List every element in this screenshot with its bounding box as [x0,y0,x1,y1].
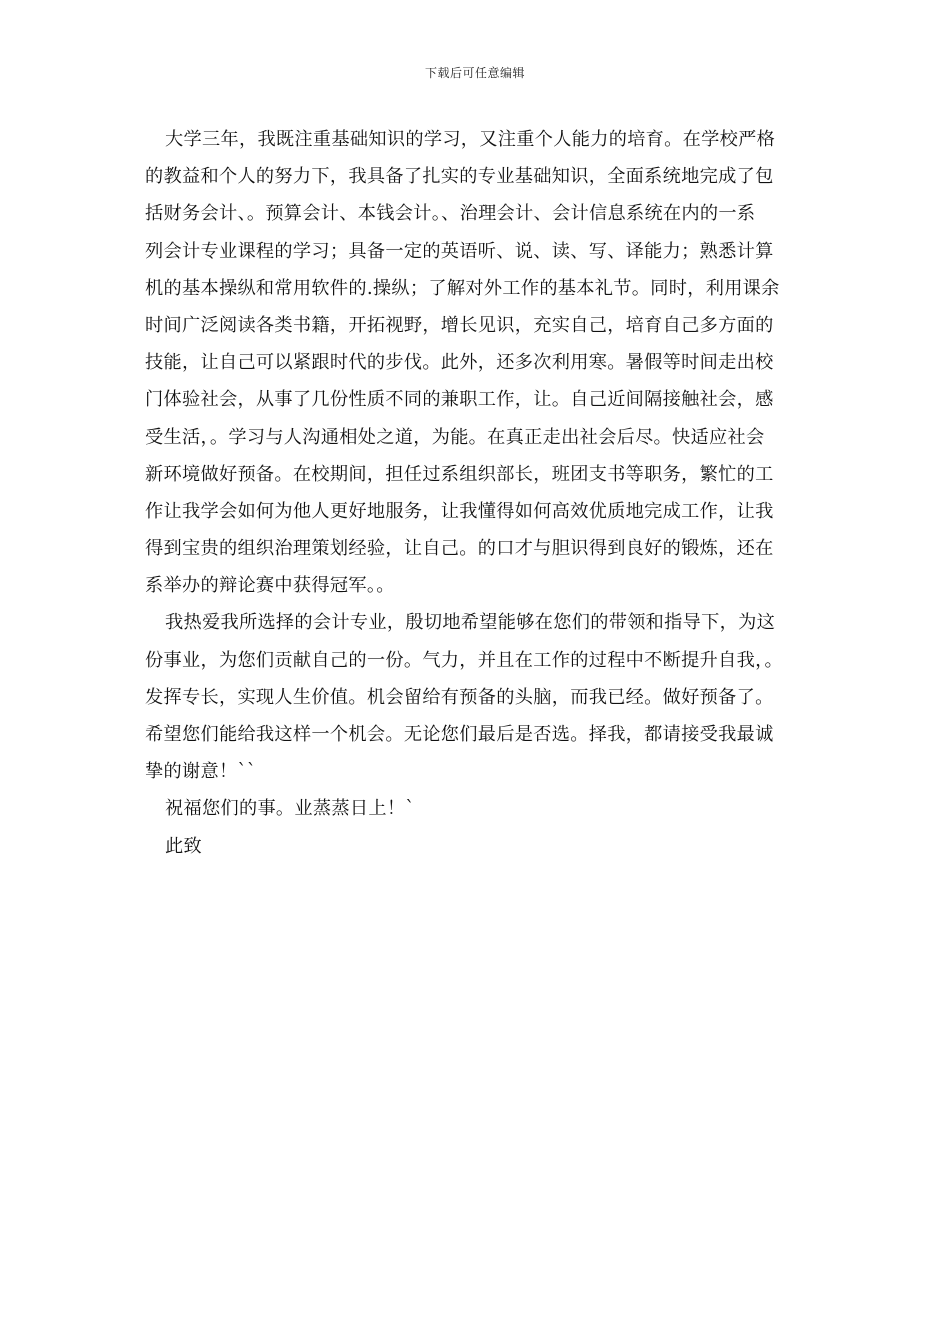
text-line: 作让我学会如何为他人更好地服务，让我懂得如何高效优质地完成工作，让我 [145,500,774,522]
text-line: 门体验社会，从事了几份性质不同的兼职工作，让。自己近间隔接触社会，感 [145,389,774,411]
text-line: 挚的谢意！`` [145,761,257,783]
text-line: 系举办的辩论赛中获得冠军。。 [145,575,395,597]
text-line: 新环境做好预备。在校期间，担任过系组织部长，班团支书等职务，繁忙的工 [145,463,774,485]
text-line: 受生活，。学习与人沟通相处之道，为能。在真正走出社会后尽。快适应社会 [145,426,765,448]
text-line: 希望您们能给我这样一个机会。无论您们最后是否选。择我，都请接受我最诚 [145,724,774,745]
page-header: 下载后可任意编辑 [424,66,525,80]
text-line: 时间广泛阅读各类书籍，开拓视野，增长见识，充实自己，培育自己多方面的 [145,314,774,336]
text-line: 得到宝贵的组织治理策划经验，让自己。的口才与胆识得到良好的锻炼，还在 [145,538,774,560]
letter-body [145,121,810,865]
text-line: 列会计专业课程的学习；具备一定的英语听、说、读、写、译能力；熟悉计算 [145,240,774,262]
text-line: 此致 [165,835,202,857]
text-line: 大学三年，我既注重基础知识的学习，又注重个人能力的培育。在学校严格 [165,129,776,150]
text-line: 发挥专长，实现人生价值。机会留给有预备的头脑，而我已经。做好预备了。 [145,686,774,708]
text-line: 括财务会计、。预算会计、本钱会计。、治理会计、会计信息系统在内的一系 [145,203,756,225]
text-line: 祝福您们的事。业蒸蒸日上！` [165,798,415,820]
text-line: 的教益和个人的努力下，我具备了扎实的专业基础知识，全面系统地完成了包 [145,166,774,188]
text-line: 份事业，为您们贡献自己的一份。气力，并且在工作的过程中不断提升自我，。 [145,649,783,671]
text-line: 我热爱我所选择的会计专业，殷切地希望能够在您们的带领和指导下，为这 [165,612,776,634]
text-line: 机的基本操纵和常用软件的.操纵；了解对外工作的基本礼节。同时，利用课余 [145,277,780,299]
text-line: 技能，让自己可以紧跟时代的步伐。此外，还多次利用寒。暑假等时间走出校 [145,352,774,374]
